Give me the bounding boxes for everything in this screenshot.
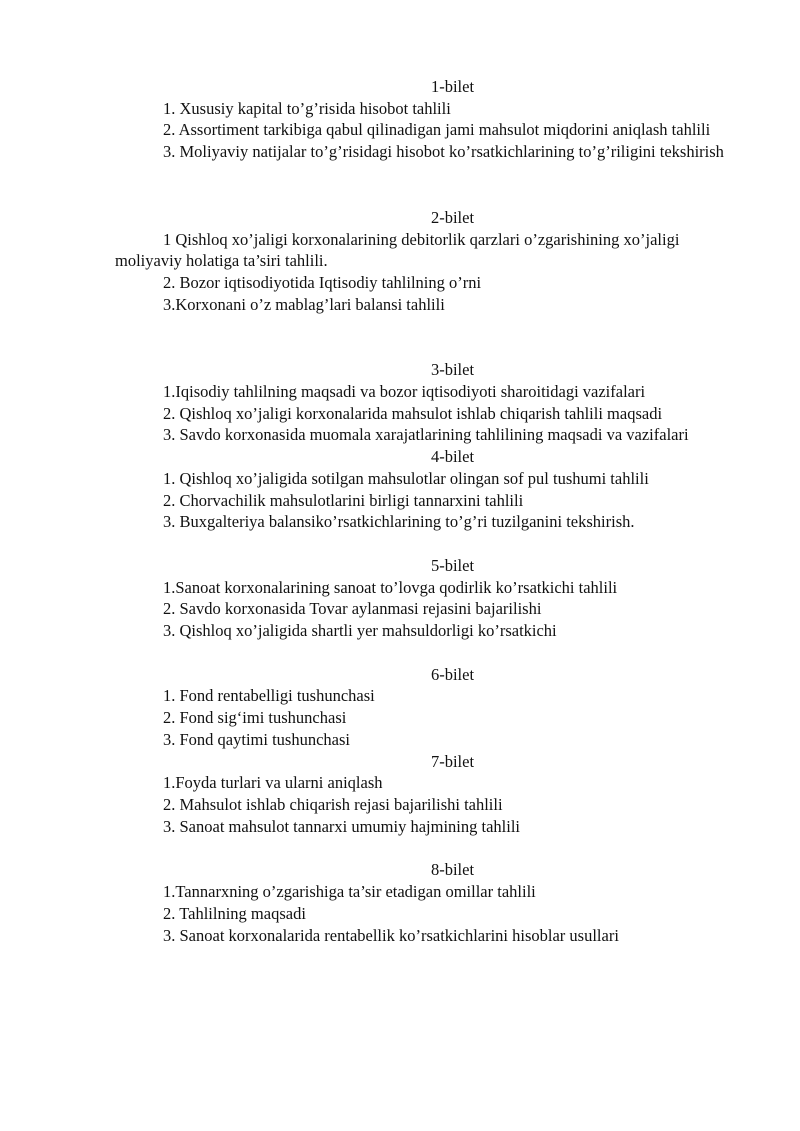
ticket-item: 3. Qishloq xo’jaligida shartli yer mahsuldorligi ko’rsatkichi [163,621,557,641]
ticket-item: 2. Assortiment tarkibiga qabul qilinadigan jami mahsulot miqdorini aniqlash tahlili [163,120,711,140]
ticket-title: 4-bilet [430,447,475,467]
ticket-item: 1.Sanoat korxonalarining sanoat to’lovga qodirlik ko’rsatkichi tahlili [163,577,618,597]
ticket-title: 7-bilet [430,751,475,771]
ticket-item: 1. Fond rentabelligi tushunchasi [163,686,375,706]
ticket-4 [115,446,745,533]
ticket-item: 2. Tahlilning maqsadi [163,903,306,923]
ticket-item: 2. Mahsulot ishlab chiqarish rejasi bajarilishi tahlili [163,794,503,814]
ticket-6 [115,664,745,751]
ticket-item: 3. Sanoat korxonalarida rentabellik ko’rsatkichlarini hisoblar usullari [163,925,619,945]
ticket-item: 1. Xususiy kapital to’g’risida hisobot tahlili [163,98,451,118]
ticket-title: 3-bilet [430,360,475,380]
spacer [115,315,745,359]
ticket-title: 5-bilet [430,555,475,575]
spacer [115,163,745,207]
ticket-item: 3. Moliyaviy natijalar to’g’risidagi hisobot ko’rsatkichlarining to’g’riligini tekshirish [163,142,724,162]
ticket-item: 1.Iqisodiy tahlilning maqsadi va bozor iqtisodiyoti sharoitidagi vazifalari [163,382,646,402]
ticket-item: 2. Qishloq xo’jaligi korxonalarida mahsulot ishlab chiqarish tahlili maqsadi [163,403,663,423]
ticket-item: 2. Bozor iqtisodiyotida Iqtisodiy tahlilning o’rni [163,272,482,292]
ticket-title: 8-bilet [430,860,475,880]
ticket-item: 3. Sanoat mahsulot tannarxi umumiy hajmining tahlili [163,816,520,836]
ticket-item: 1.Foyda turlari va ularni aniqlash [163,773,383,793]
ticket-3 [115,359,745,446]
ticket-7 [115,751,745,838]
ticket-item: 3.Korxonani o’z mablag’lari balansi tahlili [163,294,445,314]
ticket-5 [115,555,745,642]
ticket-item: 1. Qishloq xo’jaligida sotilgan mahsulotlar olingan sof pul tushumi tahlili [163,468,649,488]
ticket-2 [115,207,745,316]
ticket-title: 1-bilet [430,77,475,96]
ticket-item: 1 Qishloq xo’jaligi korxonalarining debitorlik qarzlari o’zgarishining xo’jaligi moliyaviy holatiga ta’siri tahlili. [115,229,680,271]
ticket-item: 3. Buxgalteriya balansiko’rsatkichlarining to’g’ri tuzilganini tekshirish. [163,512,635,532]
ticket-title: 2-bilet [430,207,475,227]
ticket-item: 2. Chorvachilik mahsulotlarini birligi tannarxini tahlili [163,490,524,510]
document-page [115,76,745,946]
ticket-title: 6-bilet [430,664,475,684]
spacer [115,642,745,664]
ticket-item: 3. Fond qaytimi tushunchasi [163,729,350,749]
ticket-item: 1.Tannarxning o’zgarishiga ta’sir etadigan omillar tahlili [163,882,536,902]
ticket-8 [115,859,745,946]
spacer [115,837,745,859]
ticket-item: 3. Savdo korxonasida muomala xarajatlarining tahlilining maqsadi va vazifalari [163,425,689,445]
ticket-1 [115,76,745,163]
ticket-item: 2. Savdo korxonasida Tovar aylanmasi rejasini bajarilishi [163,599,542,619]
ticket-item: 2. Fond sig‘imi tushunchasi [163,708,347,728]
spacer [115,533,745,555]
